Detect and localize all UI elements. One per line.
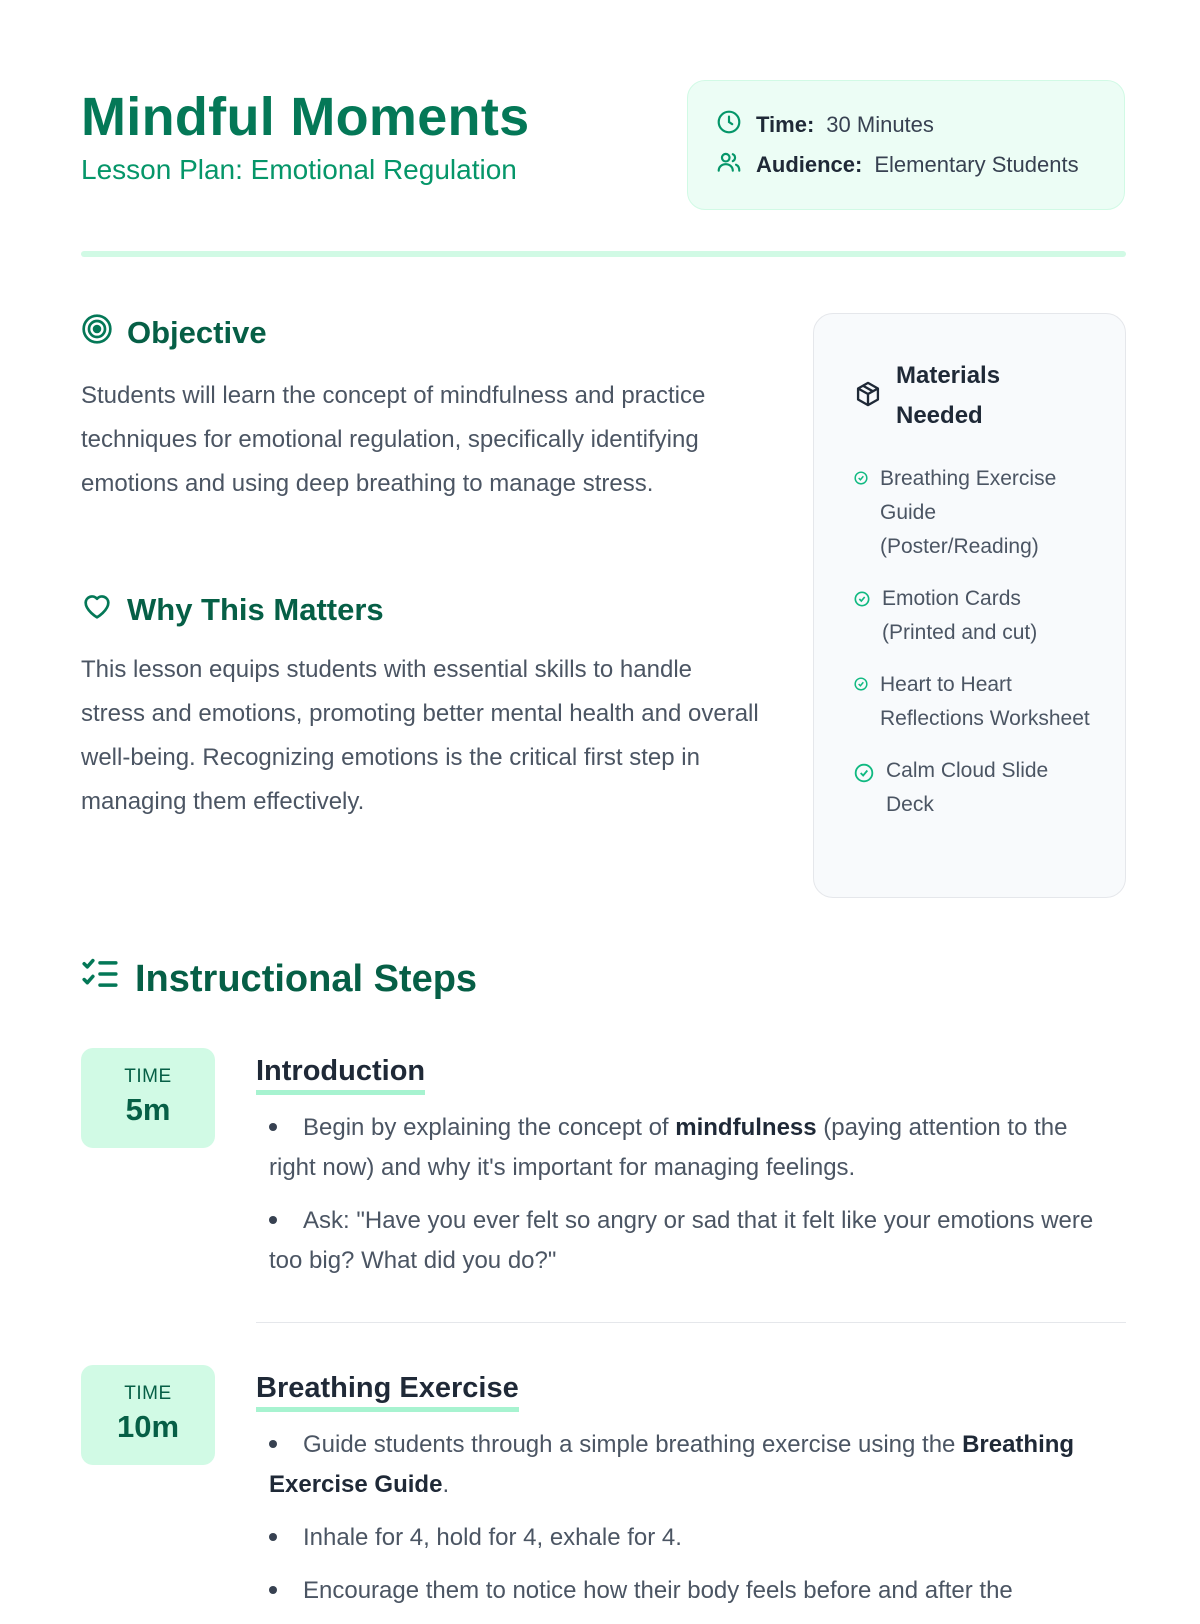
- list-item: [854, 462, 1094, 564]
- materials-list: [854, 462, 1094, 840]
- list-item: Encourage them to notice how their body feels before and after the: [269, 1571, 1119, 1611]
- bullet-dot: [269, 1586, 277, 1594]
- heart-icon: [81, 590, 127, 630]
- step-divider: [256, 1322, 1126, 1323]
- objective-text: Students will learn the concept of mindfulness and practice techniques for emotional regulation, specifically identifying emotions and using deep breathing to manage stress.: [81, 382, 706, 497]
- time-value: 30 Minutes: [826, 112, 934, 137]
- material-label: Breathing Exercise Guide (Poster/Reading): [880, 467, 1057, 558]
- steps-heading-text: Instructional Steps: [135, 957, 478, 1000]
- time-label: Time:: [756, 112, 815, 137]
- time-badge-value: 5m: [125, 1092, 171, 1127]
- bullet-dot: [269, 1440, 277, 1448]
- bullet-dot: [269, 1216, 277, 1224]
- material-label: Emotion Cards (Printed and cut): [882, 587, 1038, 644]
- target-icon: [81, 313, 127, 353]
- step-title: Introduction: [256, 1054, 425, 1095]
- clock-icon: [716, 109, 742, 141]
- why-heading-text: Why This Matters: [127, 592, 384, 627]
- time-meta: [716, 109, 934, 141]
- list-item: Begin by explaining the concept of mindfulness (paying attention to the right now) and why it's important for managing feelings.: [269, 1114, 1068, 1181]
- check-circle-icon: [854, 462, 880, 496]
- time-badge: [81, 1365, 215, 1465]
- material-label: Calm Cloud Slide Deck: [886, 759, 1049, 816]
- users-icon: [716, 149, 742, 181]
- time-badge-value: 10m: [116, 1409, 180, 1444]
- header: [81, 80, 1126, 210]
- objective-heading-text: Objective: [127, 315, 267, 350]
- step-bullets: [269, 1425, 1119, 1624]
- materials-heading: [854, 356, 1036, 436]
- list-item: Ask: "Have you ever felt so angry or sad that it felt like your emotions were too big? What did you do?": [269, 1207, 1094, 1274]
- list-item: [854, 668, 1094, 736]
- material-label: Heart to Heart Reflections Worksheet: [880, 673, 1090, 730]
- list-item: [854, 754, 1094, 822]
- why-heading: [81, 590, 384, 630]
- page-subtitle: Lesson Plan: Emotional Regulation: [81, 154, 517, 185]
- bullet-dot: [269, 1123, 277, 1131]
- time-badge-label: TIME: [124, 1383, 172, 1404]
- step-title: Breathing Exercise: [256, 1371, 519, 1412]
- audience-meta: [716, 149, 1079, 181]
- header-divider: [81, 251, 1126, 257]
- list-item: Inhale for 4, hold for 4, exhale for 4.: [269, 1518, 1119, 1558]
- why-text: This lesson equips students with essential skills to handle stress and emotions, promoting better mental health and overall well-being. Recognizing emotions is the critical first step in managing them effectively.: [81, 656, 759, 815]
- time-badge-label: TIME: [124, 1066, 172, 1087]
- materials-panel: [813, 313, 1126, 898]
- package-icon: [854, 380, 896, 413]
- audience-label: Audience:: [756, 152, 863, 177]
- objective-heading: [81, 313, 267, 353]
- list-checks-icon: [81, 955, 135, 1003]
- lesson-meta-box: [687, 80, 1125, 210]
- page-title: Mindful Moments: [81, 87, 530, 147]
- step-bullets: [269, 1108, 1119, 1294]
- check-circle-icon: [854, 754, 886, 794]
- steps-heading: [81, 955, 477, 1003]
- check-circle-icon: [854, 668, 880, 702]
- check-circle-icon: [854, 582, 882, 618]
- audience-value: Elementary Students: [874, 152, 1079, 177]
- bullet-dot: [269, 1533, 277, 1541]
- list-item: Guide students through a simple breathing exercise using the Breathing Exercise Guide.: [269, 1431, 1075, 1498]
- materials-title: Materials Needed: [896, 362, 1001, 429]
- list-item: [854, 582, 1094, 650]
- time-badge: [81, 1048, 215, 1148]
